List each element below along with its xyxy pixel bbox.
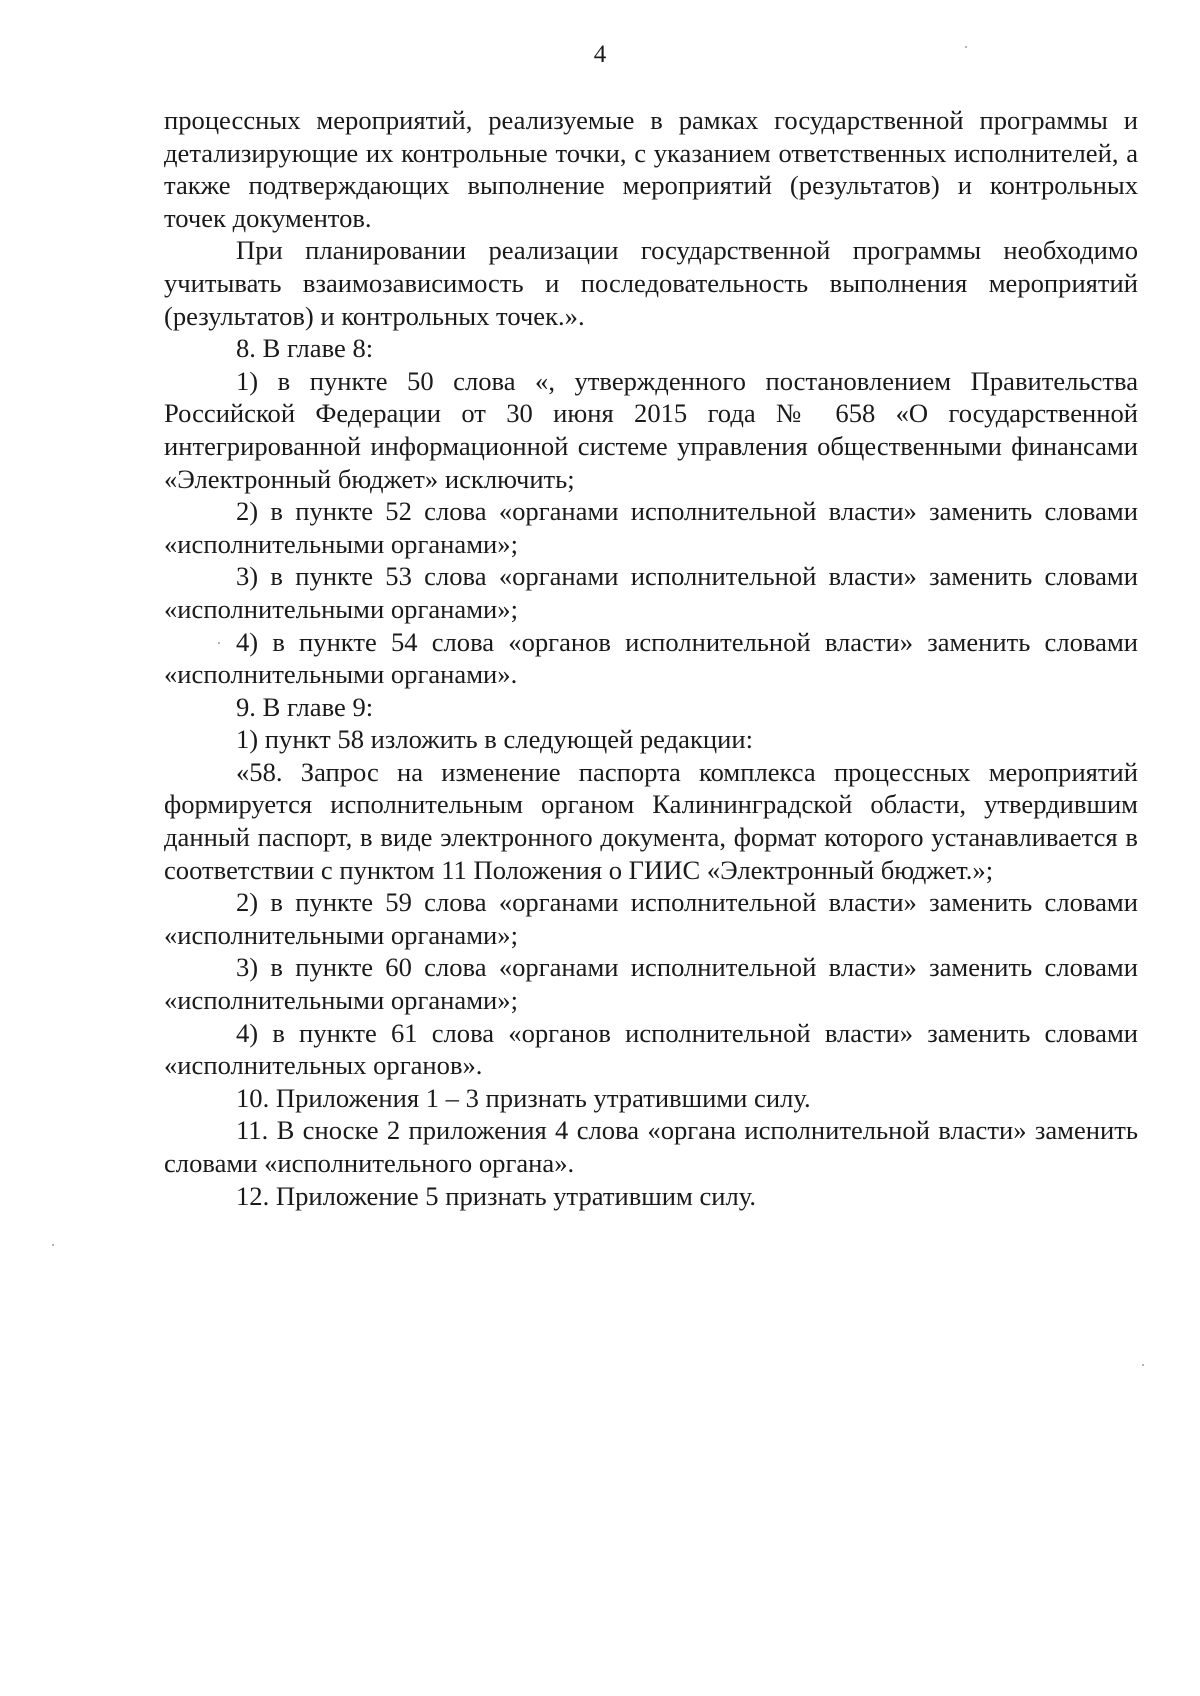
numbered-item: 10. Приложения 1 – 3 признать утратившими силу. [236,1082,811,1113]
list-item: 2) в пункте 59 слова «органами исполнительной власти» заменить словами «исполнительными органами»; [164,887,1138,950]
list-item: 3) в пункте 60 слова «органами исполнительной власти» заменить словами «исполнительными органами»; [164,952,1138,1016]
chapter-heading: 9. В главе 9: [236,691,374,722]
list-item: 1) пункт 58 изложить в следующей редакции: [236,724,753,755]
list-item: 4) в пункте 54 слова «органов исполнительной власти» заменить словами «исполнительными органами». [164,626,1138,690]
chapter-heading: 8. В главе 8: [236,333,374,364]
list-item: 4) в пункте 61 слова «органов исполнительной власти» заменить словами «исполнительных органов». [164,1017,1138,1081]
scan-speck [218,642,220,644]
quoted-paragraph: «58. Запрос на изменение паспорта комплекса процессных мероприятий формируется исполнительным органом Калининградской области, утвердившим данный паспорт, в виде электронного документа, формат которого устанавливается в соответствии с пунктом 11 Положения о ГИИС «Электронный бюджет.»; [164,756,1138,885]
paragraph: При планировании реализации государственной программы необходимо учитывать взаимозависимость и последовательность выполнения мероприятий (результатов) и контрольных точек.». [164,235,1138,331]
page-number: 4 [593,41,607,68]
document-body [164,104,1138,1212]
scan-speck [965,46,967,48]
scan-speck [52,1244,54,1246]
list-item: 2) в пункте 52 слова «органами исполнительной власти» заменить словами «исполнительными органами»; [164,496,1138,559]
scan-speck [1142,1364,1144,1366]
paragraph: процессных мероприятий, реализуемые в рамках государственной программы и детализирующие их контрольные точки, с указанием ответственных исполнителей, а также подтверждающих выполнение мероприятий (результатов) и контрольных точек документов. [164,105,1138,233]
list-item: 1) в пункте 50 слова «, утвержденного постановлением Правительства Российской Федерации от 30 июня 2015 года № 658 «О государственной интегрированной информационной системе управления общественными финансами «Электронный бюджет» исключить; [164,365,1138,494]
numbered-item: 12. Приложение 5 признать утратившим силу. [236,1180,757,1211]
numbered-item: 11. В сноске 2 приложения 4 слова «органа исполнительной власти» заменить словами «исполнительного органа». [164,1115,1138,1178]
list-item: 3) в пункте 53 слова «органами исполнительной власти» заменить словами «исполнительными органами»; [164,561,1138,624]
